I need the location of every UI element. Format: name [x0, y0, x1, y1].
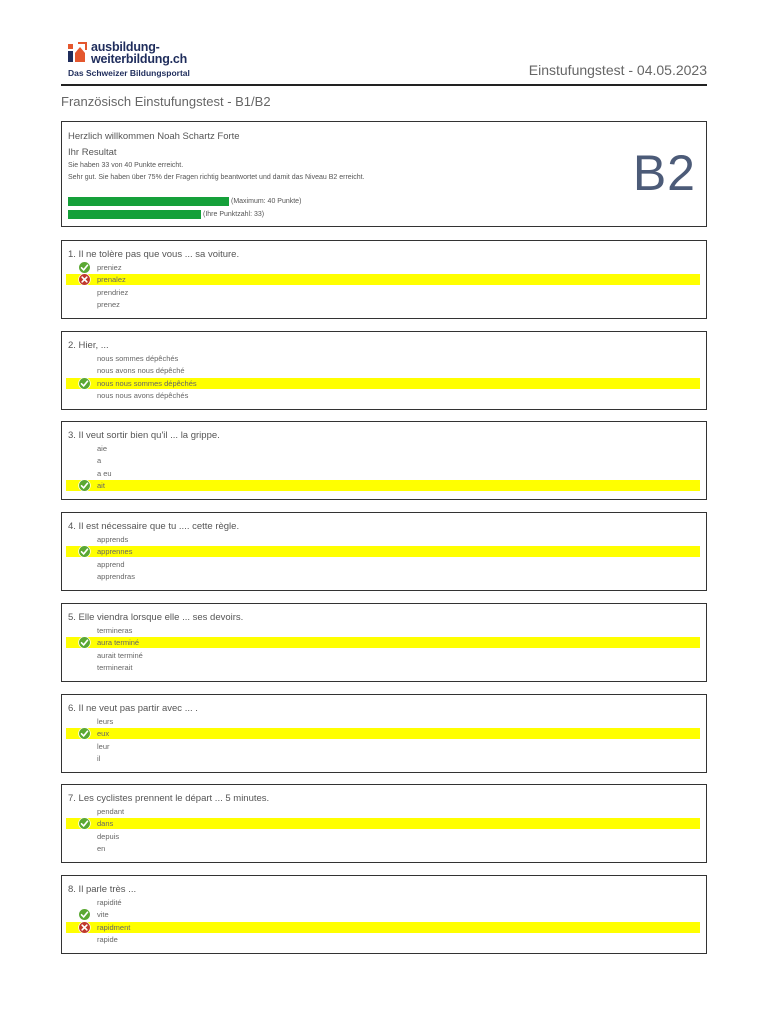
answer-option-text: rapide [97, 934, 118, 944]
question-card [61, 331, 707, 410]
answer-option[interactable] [66, 559, 700, 570]
answer-option[interactable] [66, 571, 700, 582]
answer-option[interactable] [66, 806, 700, 817]
answer-option-text: vite [97, 910, 109, 920]
answer-option-text: aurait terminé [97, 650, 143, 660]
correct-icon [78, 727, 91, 740]
answer-option-text: apprends [97, 535, 129, 544]
answer-option[interactable] [66, 897, 700, 908]
answer-option-text: aie [97, 444, 108, 453]
correct-icon [78, 636, 91, 649]
question-text: 6. Il ne veut pas partir avec ... . [68, 703, 198, 714]
answer-option[interactable] [66, 390, 700, 401]
answer-option[interactable] [66, 843, 700, 854]
answer-option[interactable] [66, 262, 700, 273]
correct-icon [78, 908, 91, 921]
answer-option-text: nous avons nous dépêché [97, 366, 185, 376]
wrong-icon [78, 921, 91, 934]
answer-option[interactable] [66, 650, 700, 661]
answer-option[interactable] [66, 662, 700, 673]
result-explanation: Sehr gut. Sie haben über 75% der Fragen richtig beantwortet und damit das Niveau B2 erreicht. [68, 174, 365, 181]
question-card [61, 421, 707, 500]
question-text: 5. Elle viendra lorsque elle ... ses devoirs. [68, 612, 244, 623]
answer-option-text: ait [97, 480, 105, 490]
answer-option[interactable] [66, 741, 700, 752]
answer-option[interactable] [66, 534, 700, 545]
logo-text-line2: weiterbildung.ch [91, 52, 188, 66]
answer-option-text: leur [97, 741, 110, 751]
page-title: Französisch Einstufungstest - B1/B2 [61, 94, 271, 109]
answer-option[interactable] [66, 728, 700, 739]
answer-option[interactable] [66, 818, 700, 829]
answer-option-text: il [97, 753, 101, 763]
answer-option[interactable] [66, 443, 700, 454]
result-heading: Ihr Resultat [68, 147, 117, 158]
answer-option-text: prenalez [97, 275, 126, 285]
answer-option-text: nous nous sommes dépêchés [97, 378, 197, 388]
answer-option-text: pendant [97, 807, 125, 816]
answer-option-text: apprend [97, 559, 125, 569]
correct-icon [78, 479, 91, 492]
question-text: 3. Il veut sortir bien qu'il ... la grippe. [68, 430, 220, 441]
logo-mark-icon [67, 41, 87, 63]
answer-option[interactable] [66, 287, 700, 298]
question-card [61, 240, 707, 319]
question-text: 7. Les cyclistes prennent le départ ... 5 minutes. [68, 793, 270, 804]
answer-option-text: leurs [97, 717, 114, 726]
test-date-title: Einstufungstest - 04.05.2023 [528, 62, 707, 78]
correct-icon [78, 261, 91, 274]
answer-option[interactable] [66, 546, 700, 557]
result-summary: Sie haben 33 von 40 Punkte erreicht. [68, 162, 184, 169]
answer-option[interactable] [66, 378, 700, 389]
answer-option[interactable] [66, 909, 700, 920]
score-bar [68, 210, 201, 219]
answer-option-text: prenez [97, 299, 120, 309]
answer-option-text: terminerait [97, 662, 133, 672]
answer-option[interactable] [66, 468, 700, 479]
answer-option-text: rapidment [97, 922, 131, 932]
question-text: 4. Il est nécessaire que tu .... cette règle. [68, 521, 240, 532]
answer-option[interactable] [66, 299, 700, 310]
answer-option[interactable] [66, 753, 700, 764]
answer-option-text: prendriez [97, 287, 129, 297]
answer-option[interactable] [66, 934, 700, 945]
site-logo[interactable] [67, 40, 227, 80]
welcome-text: Herzlich willkommen Noah Schartz Forte [68, 131, 240, 142]
question-text: 8. Il parle très ... [68, 884, 137, 895]
max-points-label: (Maximum: 40 Punkte) [231, 198, 302, 205]
page-header [61, 40, 707, 86]
correct-icon [78, 377, 91, 390]
answer-option-text: nous sommes dépêchés [97, 354, 179, 363]
score-label: (Ihre Punktzahl: 33) [203, 211, 265, 218]
answer-option-text: en [97, 843, 106, 853]
logo-tagline: Das Schweizer Bildungsportal [68, 68, 190, 78]
correct-icon [78, 545, 91, 558]
answer-option[interactable] [66, 353, 700, 364]
answer-option-text: apprendras [97, 571, 135, 581]
answer-option-text: termineras [97, 626, 133, 635]
result-panel [61, 121, 707, 227]
question-card [61, 603, 707, 682]
answer-option-text: nous nous avons dépêchés [97, 390, 189, 400]
answer-option-text: eux [97, 729, 110, 739]
answer-option-text: aura terminé [97, 638, 140, 648]
answer-option-text: apprennes [97, 547, 133, 557]
answer-option-text: rapidité [97, 898, 122, 907]
answer-option[interactable] [66, 455, 700, 466]
logo-text-line1: ausbildung- [91, 40, 160, 54]
answer-option[interactable] [66, 365, 700, 376]
answer-option[interactable] [66, 274, 700, 285]
answer-option[interactable] [66, 716, 700, 727]
question-card [61, 784, 707, 863]
answer-option[interactable] [66, 625, 700, 636]
question-card [61, 694, 707, 773]
answer-option[interactable] [66, 480, 700, 491]
correct-icon [78, 817, 91, 830]
question-card [61, 512, 707, 591]
level-badge: B2 [632, 145, 696, 201]
question-text: 2. Hier, ... [68, 340, 109, 351]
max-points-bar [68, 197, 229, 206]
answer-option[interactable] [66, 922, 700, 933]
answer-option-text: a eu [97, 468, 112, 478]
wrong-icon [78, 273, 91, 286]
answer-option-text: preniez [97, 263, 122, 272]
answer-option-text: a [97, 456, 102, 466]
question-card [61, 875, 707, 954]
answer-option-text: dans [97, 819, 114, 829]
answer-option-text: depuis [97, 831, 120, 841]
question-text: 1. Il ne tolère pas que vous ... sa voiture. [68, 249, 240, 260]
answer-option[interactable] [66, 831, 700, 842]
answer-option[interactable] [66, 637, 700, 648]
